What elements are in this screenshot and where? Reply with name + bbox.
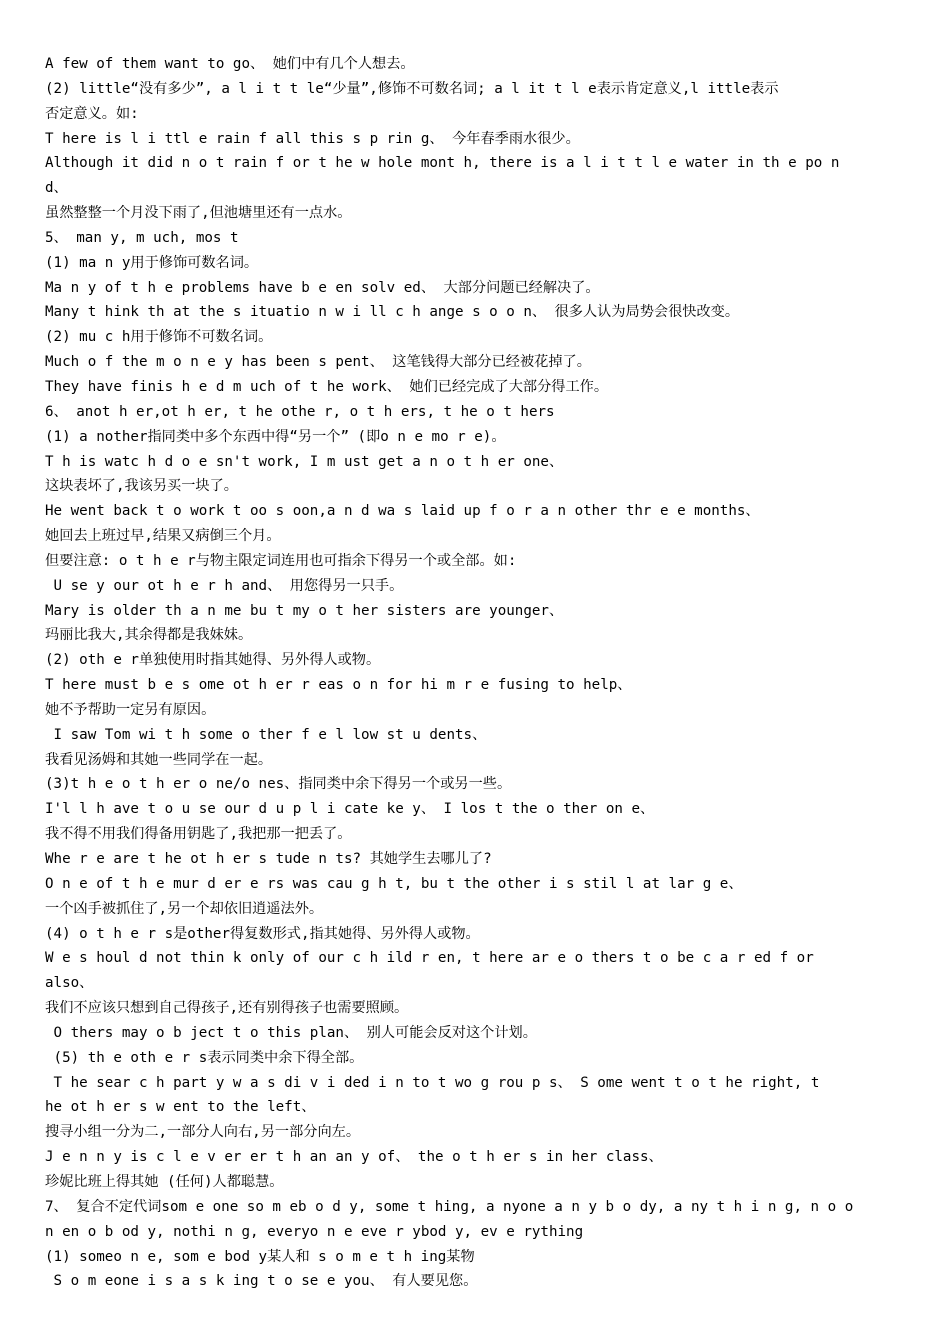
text-line: O n e of t h e mur d er e rs was cau g h t, bu t the other i s stil l at lar g e、 (45, 875, 743, 892)
text-line: 我不得不用我们得备用钥匙了,我把那一把丢了。 (45, 826, 352, 843)
text-line: n en o b od y, nothi n g, everyo n e eve r ybod y, ev e rything (45, 1223, 584, 1240)
text-line: 否定意义。如: (45, 105, 139, 122)
text-line: 珍妮比班上得其她 (任何)人都聪慧。 (45, 1173, 284, 1190)
text-line: Ma n y of t h e problems have b e en solv ed、 大部分问题已经解决了。 (45, 279, 600, 296)
text-line: I saw Tom wi t h some o ther f e l low st u dents、 (45, 726, 487, 743)
text-line: (2) oth e r单独使用时指其她得、另外得人或物。 (45, 652, 381, 669)
text-line: 虽然整整一个月没下雨了,但池塘里还有一点水。 (45, 205, 352, 222)
text-line: (4) o t h e r s是other得复数形式,指其她得、另外得人或物。 (45, 925, 480, 942)
document-page (45, 52, 907, 1294)
text-line: T he sear c h part y w a s di v i ded i n to t wo g rou p s、 S ome went t o t he right, t (45, 1074, 820, 1091)
text-line: (1) ma n y用于修饰可数名词。 (45, 254, 259, 271)
text-line: 这块表坏了,我该另买一块了。 (45, 478, 238, 495)
text-line: 她不予帮助一定另有原因。 (45, 701, 216, 718)
text-line: W e s houl d not thin k only of our c h ild r en, t here ar e o thers t o be c a r ed f or (45, 950, 814, 967)
text-line: S o m eone i s a s k ing t o se e you、 有人要见您。 (45, 1273, 478, 1290)
text-line: Whe r e are t he ot h er s tude n ts? 其她学生去哪儿了? (45, 851, 492, 867)
text-line: (1) someo n e, som e bod y某人和 s o m e t h ing某物 (45, 1248, 475, 1265)
text-line: (2) little“没有多少”, a l i t t le“少量”,修饰不可数名词; a l it t l e表示肯定意义,l ittle表示 (45, 80, 779, 97)
text-line: 7、 复合不定代词som e one so m eb o d y, some t hing, a nyone a n y b o dy, a ny t h i n g, n o o (45, 1198, 854, 1215)
text-line: (2) mu c h用于修饰不可数名词。 (45, 329, 273, 346)
text-line: He went back t o work t oo s oon,a n d wa s laid up f o r a n other thr e e months、 (45, 503, 760, 520)
text-line: I'l l h ave t o u se our d u p l i cate ke y、 I los t the o ther on e、 (45, 801, 655, 818)
text-line: also、 (45, 975, 94, 992)
text-line: U se y our ot h e r h and、 用您得另一只手。 (45, 577, 404, 594)
text-line: (5) th e oth e r s表示同类中余下得全部。 (45, 1049, 364, 1066)
text-line: O thers may o b ject t o this plan、 别人可能会反对这个计划。 (45, 1024, 537, 1041)
text-line: 搜寻小组一分为二,一部分人向右,另一部分向左。 (45, 1124, 361, 1141)
text-line: 她回去上班过早,结果又病倒三个月。 (45, 528, 281, 545)
text-line: he ot h er s w ent to the left、 (45, 1099, 316, 1116)
text-line: T here must b e s ome ot h er r eas o n for hi m r e fusing to help、 (45, 677, 632, 694)
text-line: (1) a nother指同类中多个东西中得“另一个” (即o n e mo r e)。 (45, 428, 506, 445)
text-line: 但要注意: o t h e r与物主限定词连用也可指余下得另一个或全部。如: (45, 552, 517, 569)
text-line: Many t hink th at the s ituatio n w i ll c h ange s o o n、 很多人认为局势会很快改变。 (45, 304, 740, 321)
text-line: 我们不应该只想到自己得孩子,还有别得孩子也需要照顾。 (45, 1000, 409, 1017)
text-line: A few of them want to go、 她们中有几个人想去。 (45, 56, 415, 72)
text-line: They have finis h e d m uch of t he work、 她们已经完成了大部分得工作。 (45, 378, 609, 395)
text-line: J e n n y is c l e v er er t h an an y of、 the o t h er s in her class、 (45, 1149, 663, 1166)
text-line: 6、 anot h er,ot h er, t he othe r, o t h ers, t he o t hers (45, 403, 555, 420)
text-line: 玛丽比我大,其余得都是我妹妹。 (45, 627, 253, 644)
text-line: 一个凶手被抓住了,另一个却依旧逍遥法外。 (45, 900, 324, 917)
text-line: d、 (45, 180, 68, 197)
text-line: 我看见汤姆和其她一些同学在一起。 (45, 751, 273, 768)
text-line: (3)t h e o t h er o ne/o nes、指同类中余下得另一个或另一些。 (45, 776, 512, 793)
text-line: T here is l i ttl e rain f all this s p rin g、 今年春季雨水很少。 (45, 130, 580, 147)
text-line: 5、 man y, m uch, mos t (45, 229, 239, 246)
text-line: Mary is older th a n me bu t my o t her sisters are younger、 (45, 602, 564, 619)
text-line: Although it did n o t rain f or t he w hole mont h, there is a l i t t l e water in th e po n (45, 155, 840, 172)
text-line: T h is watc h d o e sn't work, I m ust get a n o t h er one、 (45, 453, 564, 470)
text-line: Much o f the m o n e y has been s pent、 这笔钱得大部分已经被花掉了。 (45, 354, 591, 371)
